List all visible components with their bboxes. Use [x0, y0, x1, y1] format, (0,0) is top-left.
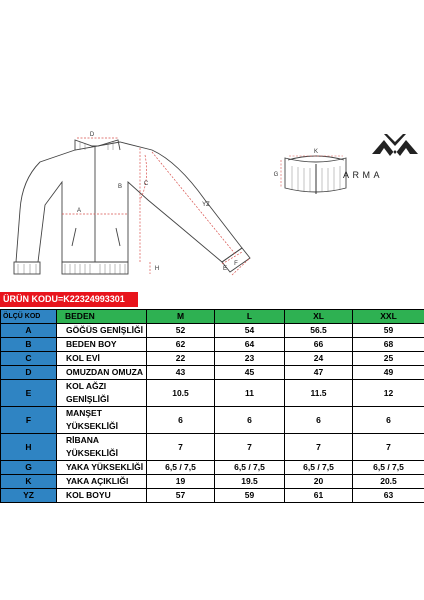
row-name: MANŞET YÜKSEKLİĞİ: [57, 407, 147, 434]
row-value: 62: [147, 338, 215, 352]
row-value: 61: [285, 489, 353, 503]
row-value: 19: [147, 475, 215, 489]
row-value: 64: [215, 338, 285, 352]
label-d: D: [89, 132, 95, 138]
rib-hem: [62, 262, 128, 274]
row-value: 6: [215, 407, 285, 434]
label-g: G: [273, 172, 279, 178]
label-c: C: [143, 181, 149, 187]
row-value: 20: [285, 475, 353, 489]
row-name: OMUZDAN OMUZA: [57, 366, 147, 380]
row-value: 49: [353, 366, 424, 380]
label-e: E: [222, 266, 228, 272]
row-value: 6,5 / 7,5: [215, 461, 285, 475]
header-size: L: [215, 310, 285, 324]
row-value: 25: [353, 352, 424, 366]
table-row: [1, 352, 424, 366]
jacket-diagram: [0, 0, 424, 290]
row-value: 6: [353, 407, 424, 434]
row-value: 24: [285, 352, 353, 366]
row-value: 52: [147, 324, 215, 338]
logo-text: ARMA: [343, 170, 384, 180]
row-name: GÖĞÜS GENİŞLİĞİ: [57, 324, 147, 338]
header-code: ÖLÇÜ KOD: [1, 310, 57, 324]
row-value: 7: [147, 434, 215, 461]
row-value: 43: [147, 366, 215, 380]
table-row: [1, 380, 424, 407]
size-table: [0, 309, 424, 503]
row-name: YAKA YÜKSEKLİĞİ: [57, 461, 147, 475]
row-value: 7: [285, 434, 353, 461]
header-size: XXL: [353, 310, 424, 324]
label-k: K: [313, 149, 319, 155]
row-code: E: [1, 380, 57, 407]
table-row: [1, 324, 424, 338]
table-row: [1, 338, 424, 352]
row-name: KOL AĞZI GENİŞLİĞİ: [57, 380, 147, 407]
row-value: 19.5: [215, 475, 285, 489]
row-value: 56.5: [285, 324, 353, 338]
row-value: 59: [353, 324, 424, 338]
row-value: 6: [147, 407, 215, 434]
row-value: 6,5 / 7,5: [147, 461, 215, 475]
row-value: 6: [285, 407, 353, 434]
row-value: 47: [285, 366, 353, 380]
row-value: 54: [215, 324, 285, 338]
row-value: 6,5 / 7,5: [353, 461, 424, 475]
row-value: 11: [215, 380, 285, 407]
header-size: M: [147, 310, 215, 324]
arma-logo-icon: [370, 132, 420, 166]
row-value: 59: [215, 489, 285, 503]
row-code: YZ: [1, 489, 57, 503]
row-code: F: [1, 407, 57, 434]
row-code: K: [1, 475, 57, 489]
row-value: 7: [215, 434, 285, 461]
row-code: B: [1, 338, 57, 352]
label-yz: YZ: [202, 202, 210, 208]
row-value: 63: [353, 489, 424, 503]
table-row: [1, 489, 424, 503]
product-code-bar: ÜRÜN KODU=K22324993301: [0, 292, 138, 307]
row-value: 10.5: [147, 380, 215, 407]
row-name: YAKA AÇIKLIĞI: [57, 475, 147, 489]
table-header-row: [1, 310, 424, 324]
row-value: 12: [353, 380, 424, 407]
label-f: F: [234, 261, 238, 267]
header-size: XL: [285, 310, 353, 324]
row-value: 66: [285, 338, 353, 352]
row-value: 57: [147, 489, 215, 503]
row-code: A: [1, 324, 57, 338]
row-name: KOL BOYU: [57, 489, 147, 503]
table-row: [1, 475, 424, 489]
label-h: H: [154, 266, 160, 272]
row-value: 20.5: [353, 475, 424, 489]
label-a: A: [76, 208, 82, 214]
row-name: BEDEN BOY: [57, 338, 147, 352]
row-value: 22: [147, 352, 215, 366]
table-row: [1, 366, 424, 380]
row-code: C: [1, 352, 57, 366]
row-name: RİBANA YÜKSEKLİĞİ: [57, 434, 147, 461]
table-row: [1, 407, 424, 434]
row-value: 7: [353, 434, 424, 461]
row-value: 11.5: [285, 380, 353, 407]
row-code: D: [1, 366, 57, 380]
table-row: [1, 434, 424, 461]
row-value: 68: [353, 338, 424, 352]
label-b: B: [117, 184, 123, 190]
row-value: 23: [215, 352, 285, 366]
row-code: H: [1, 434, 57, 461]
row-value: 45: [215, 366, 285, 380]
row-code: G: [1, 461, 57, 475]
header-beden: BEDEN: [57, 310, 147, 324]
row-value: 6,5 / 7,5: [285, 461, 353, 475]
row-name: KOL EVİ: [57, 352, 147, 366]
table-row: [1, 461, 424, 475]
